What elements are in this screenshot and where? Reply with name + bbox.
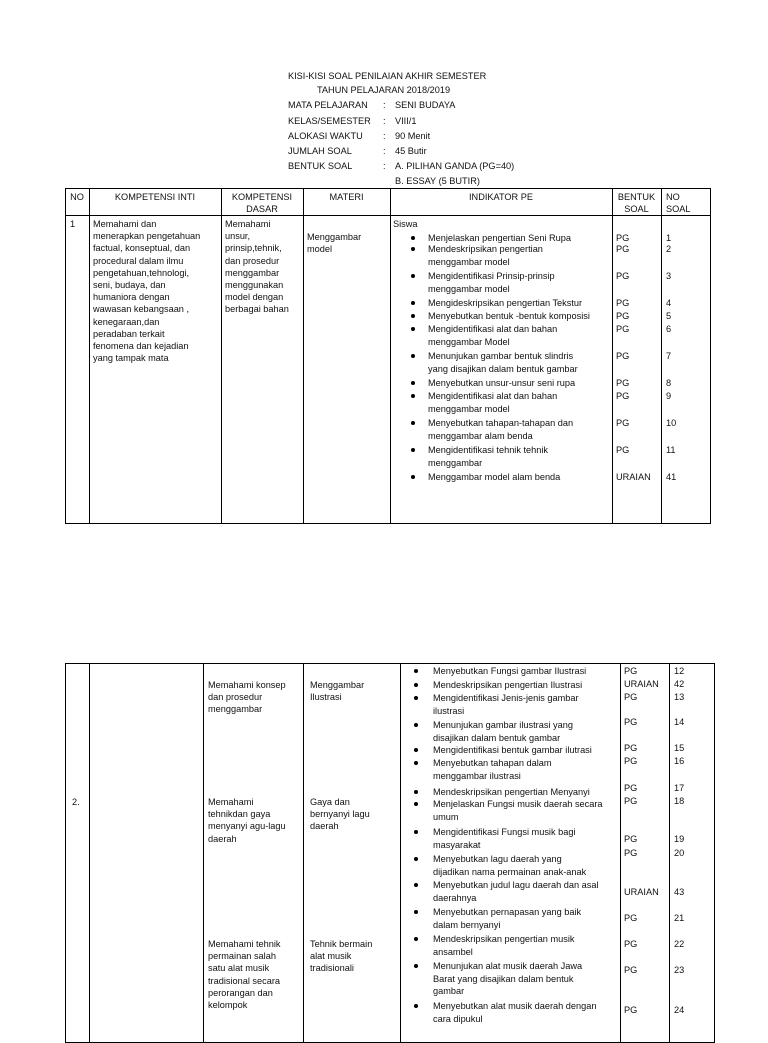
kompetensi-dasar-line: satu alat musik bbox=[208, 963, 270, 974]
bentuk-soal-value: PG bbox=[616, 271, 630, 281]
indikator-item: dalam bernyanyi bbox=[433, 919, 501, 930]
bentuk-soal-value: PG bbox=[624, 743, 638, 753]
info-value: 45 Butir bbox=[395, 146, 427, 156]
bentuk-soal-value: PG bbox=[624, 717, 638, 727]
indikator-item: Mendeskripsikan pengertian Ilustrasi bbox=[433, 680, 583, 690]
header-kompetensi-dasar: KOMPETENSI bbox=[231, 192, 293, 202]
no-soal-value: 21 bbox=[674, 913, 685, 923]
no-soal-value: 4 bbox=[666, 298, 672, 308]
no-soal-value: 15 bbox=[674, 743, 685, 753]
no-soal-value: 22 bbox=[674, 939, 685, 949]
indikator-item: Menyebutkan bentuk -bentuk komposisi bbox=[428, 311, 590, 321]
indikator-item: cara dipukul bbox=[433, 1013, 483, 1024]
no-soal-value: 24 bbox=[674, 1005, 685, 1015]
kompetensi-dasar-line: menggunakan bbox=[225, 280, 284, 290]
bullet-icon bbox=[411, 274, 415, 278]
bullet-icon bbox=[414, 857, 418, 861]
no-soal-value: 9 bbox=[666, 391, 672, 401]
bullet-icon bbox=[411, 354, 415, 358]
header-materi: MATERI bbox=[329, 192, 364, 202]
kompetensi-inti-line: wawasan kebangsaan , bbox=[93, 304, 190, 315]
bentuk-soal-value: PG bbox=[624, 666, 638, 676]
header-kompetensi-inti: KOMPETENSI INTI bbox=[114, 192, 196, 202]
header-bentuk-soal: BENTUK bbox=[617, 192, 656, 202]
bentuk-soal-value: PG bbox=[624, 783, 638, 793]
indikator-item: Menyebutkan pernapasan yang baik bbox=[433, 907, 582, 917]
indikator-item: Menyebutkan tahapan-tahapan dan bbox=[428, 418, 574, 428]
indikator-item: Menyebutkan judul lagu daerah dan asal bbox=[433, 880, 599, 890]
bentuk-soal-value: PG bbox=[624, 848, 638, 858]
header-bentuk-soal-2: SOAL bbox=[624, 204, 649, 214]
kompetensi-inti-line: peradaban terkait bbox=[93, 328, 165, 339]
column-divider bbox=[303, 188, 304, 524]
kompetensi-dasar-line: menyanyi agu-lagu bbox=[208, 821, 286, 832]
bullet-icon bbox=[414, 910, 418, 914]
bentuk-soal-value: PG bbox=[616, 351, 630, 361]
kompetensi-dasar-line: tehnikdan gaya bbox=[208, 809, 271, 820]
kompetensi-dasar-line: Memahami konsep bbox=[208, 680, 286, 690]
indikator-item: menggambar alam benda bbox=[428, 430, 533, 441]
materi-line: tradisionali bbox=[310, 963, 354, 974]
kompetensi-dasar-line: permainan salah bbox=[208, 951, 276, 962]
indikator-item: Menyebutkan lagu daerah yang bbox=[433, 854, 562, 864]
indikator-item: Mengidentifikasi bentuk gambar ilutrasi bbox=[433, 745, 592, 755]
bentuk-soal-value: PG bbox=[624, 913, 638, 923]
indikator-item: Menunjukan gambar bentuk slindris bbox=[428, 351, 574, 361]
bentuk-soal-value: PG bbox=[616, 418, 630, 428]
kompetensi-dasar-line: Memahami tehnik bbox=[208, 939, 281, 949]
bentuk-soal-value: PG bbox=[616, 378, 630, 388]
indikator-item: Mengidentifikasi Jenis-jenis gambar bbox=[433, 693, 579, 703]
bullet-icon bbox=[414, 761, 418, 765]
bentuk-soal-value: PG bbox=[616, 445, 630, 455]
bentuk-soal-value: URAIAN bbox=[624, 887, 659, 897]
kompetensi-inti-line: factual, konseptual, dan bbox=[93, 243, 191, 254]
bullet-icon bbox=[414, 748, 418, 752]
bentuk-soal-value: URAIAN bbox=[624, 679, 659, 689]
indikator-item: Mendeskripsikan pengertian bbox=[428, 244, 543, 254]
info-label: MATA PELAJARAN bbox=[288, 100, 368, 110]
no-soal-value: 7 bbox=[666, 351, 672, 361]
bentuk-soal-value: PG bbox=[624, 692, 638, 702]
indikator-item: menggambar model bbox=[428, 283, 510, 294]
kompetensi-dasar-line: perorangan dan bbox=[208, 987, 273, 998]
bullet-icon bbox=[411, 314, 415, 318]
bentuk-soal-value: PG bbox=[624, 965, 638, 975]
column-divider bbox=[669, 663, 670, 1043]
indikator-item: Menyebutkan Fungsi gambar Ilustrasi bbox=[433, 666, 587, 676]
header-kompetensi-dasar-2: DASAR bbox=[246, 204, 278, 214]
indikator-item: menggambar Model bbox=[428, 336, 510, 347]
indikator-item: masyarakat bbox=[433, 839, 481, 850]
bullet-icon bbox=[414, 937, 418, 941]
no-soal-value: 42 bbox=[674, 679, 685, 689]
indikator-item: dijadikan nama permainan anak-anak bbox=[433, 866, 587, 877]
column-divider bbox=[612, 188, 613, 524]
no-soal-value: 13 bbox=[674, 692, 685, 702]
indikator-item: Menjelaskan Fungsi musik daerah secara bbox=[433, 799, 603, 809]
materi-line: Menggambar bbox=[310, 680, 365, 690]
kompetensi-dasar-line: kelompok bbox=[208, 1000, 248, 1010]
bentuk-soal-value: PG bbox=[616, 244, 630, 254]
kompetensi-dasar-line: dan prosedur bbox=[208, 692, 263, 703]
document-subtitle: TAHUN PELAJARAN 2018/2019 bbox=[317, 85, 451, 95]
info-colon: : bbox=[383, 131, 386, 141]
no-soal-value: 17 bbox=[674, 783, 685, 793]
no-soal-value: 41 bbox=[666, 472, 677, 482]
bentuk-soal-value: PG bbox=[616, 391, 630, 401]
bullet-icon bbox=[414, 1004, 418, 1008]
indikator-item: Barat yang disajikan dalam bentuk bbox=[433, 973, 574, 984]
bullet-icon bbox=[411, 381, 415, 385]
column-divider bbox=[400, 663, 401, 1043]
kompetensi-dasar-line: dan prosedur bbox=[225, 255, 280, 266]
indikator-item: disajikan dalam bentuk gambar bbox=[433, 732, 561, 743]
indikator-item: Mengidentifikasi Fungsi musik bagi bbox=[433, 827, 576, 837]
bentuk-soal-value: URAIAN bbox=[616, 472, 651, 482]
bentuk-soal-value: PG bbox=[624, 756, 638, 766]
bentuk-soal-value: PG bbox=[624, 796, 638, 806]
bentuk-soal-value: PG bbox=[624, 939, 638, 949]
indikator-item: Menunjukan alat musik daerah Jawa bbox=[433, 961, 583, 971]
bullet-icon bbox=[411, 301, 415, 305]
info-colon: : bbox=[383, 116, 386, 126]
column-divider bbox=[89, 663, 90, 1043]
no-soal-value: 10 bbox=[666, 418, 677, 428]
bullet-icon bbox=[411, 448, 415, 452]
kompetensi-dasar-line: model dengan bbox=[225, 292, 284, 303]
indikator-item: Mengideskripsikan pengertian Tekstur bbox=[428, 298, 583, 308]
indikator-item: menggambar ilustrasi bbox=[433, 770, 521, 781]
kompetensi-dasar-line: menggambar bbox=[225, 267, 280, 278]
kompetensi-inti-line: procedural dalam ilmu bbox=[93, 255, 184, 266]
column-divider bbox=[390, 188, 391, 524]
materi-line: daerah bbox=[310, 821, 339, 832]
no-soal-value: 18 bbox=[674, 796, 685, 806]
indikator-item: ilustrasi bbox=[433, 705, 465, 716]
bullet-icon bbox=[414, 964, 418, 968]
kompetensi-dasar-line: tradisional secara bbox=[208, 975, 281, 986]
header-no-soal: NO bbox=[666, 192, 680, 202]
indikator-item: Menyebutkan tahapan dalam bbox=[433, 758, 552, 768]
no-soal-value: 14 bbox=[674, 717, 685, 727]
materi-line: Ilustrasi bbox=[310, 692, 342, 703]
no-soal-value: 11 bbox=[666, 445, 676, 455]
column-divider bbox=[89, 188, 90, 524]
indikator-item: yang disajikan dalam bentuk gambar bbox=[428, 363, 578, 374]
header-no-soal-2: SOAL bbox=[666, 204, 691, 214]
header-indikator: INDIKATOR PE bbox=[469, 192, 533, 202]
materi-line: bernyanyi lagu bbox=[310, 809, 370, 820]
indikator-item: menggambar bbox=[428, 457, 483, 468]
column-divider bbox=[303, 663, 304, 1043]
bullet-icon bbox=[414, 669, 418, 673]
bullet-icon bbox=[411, 247, 415, 251]
bullet-icon bbox=[411, 421, 415, 425]
no-soal-value: 23 bbox=[674, 965, 685, 975]
no-soal-value: 5 bbox=[666, 311, 672, 321]
info-value: SENI BUDAYA bbox=[395, 100, 456, 110]
no-soal-value: 8 bbox=[666, 378, 672, 388]
kompetensi-inti-line: humaniora dengan bbox=[93, 292, 170, 303]
indikator-item: Mendeskripsikan pengertian musik bbox=[433, 934, 575, 944]
bullet-icon bbox=[414, 723, 418, 727]
no-soal-value: 20 bbox=[674, 848, 685, 858]
header-no: NO bbox=[70, 192, 84, 202]
kompetensi-dasar-line: unsur, bbox=[225, 231, 251, 242]
row-number: 2. bbox=[72, 797, 80, 807]
bentuk-soal-value: PG bbox=[624, 1005, 638, 1015]
bentuk-soal-value: PG bbox=[616, 324, 630, 334]
no-soal-value: 2 bbox=[666, 244, 672, 254]
bullet-icon bbox=[414, 790, 418, 794]
bentuk-soal-value: PG bbox=[616, 233, 630, 243]
indikator-item: Menunjukan gambar ilustrasi yang bbox=[433, 720, 573, 730]
bentuk-soal-value: PG bbox=[616, 298, 630, 308]
no-soal-value: 12 bbox=[674, 666, 685, 676]
indikator-item: gambar bbox=[433, 986, 465, 996]
info-value: VIII/1 bbox=[395, 116, 417, 126]
info-colon: : bbox=[383, 146, 386, 156]
column-divider bbox=[620, 663, 621, 1043]
info-colon: : bbox=[383, 100, 386, 110]
column-divider bbox=[661, 188, 662, 524]
indikator-item: Menyebutkan alat musik daerah dengan bbox=[433, 1001, 597, 1011]
bentuk-soal-value: PG bbox=[616, 311, 630, 321]
bullet-icon bbox=[414, 883, 418, 887]
table-2-border bbox=[65, 663, 715, 1043]
no-soal-value: 16 bbox=[674, 756, 685, 766]
materi-line: Menggambar bbox=[307, 232, 362, 242]
indikator-item: Mengidentifikasi Prinsip-prinsip bbox=[428, 271, 555, 281]
bullet-icon bbox=[411, 236, 415, 240]
column-divider bbox=[203, 663, 204, 1043]
indikator-item: Menggambar model alam benda bbox=[428, 472, 561, 482]
kompetensi-inti-line: pengetahuan,tehnologi, bbox=[93, 267, 190, 278]
kompetensi-inti-line: seni, budaya, dan bbox=[93, 280, 166, 290]
kompetensi-dasar-line: Memahami bbox=[225, 219, 271, 229]
kompetensi-dasar-line: prinsip,tehnik, bbox=[225, 243, 282, 254]
bentuk-soal-value: PG bbox=[624, 834, 638, 844]
bullet-icon bbox=[411, 394, 415, 398]
info-value-extra: B. ESSAY (5 BUTIR) bbox=[395, 176, 480, 186]
kompetensi-dasar-line: daerah bbox=[208, 833, 237, 844]
kompetensi-inti-line: fenomena dan kejadian bbox=[93, 341, 189, 351]
no-soal-value: 1 bbox=[666, 233, 672, 243]
row-number: 1 bbox=[70, 219, 76, 229]
materi-line: Gaya dan bbox=[310, 797, 350, 807]
kompetensi-inti-line: Memahami dan bbox=[93, 219, 157, 229]
info-value: A. PILIHAN GANDA (PG=40) bbox=[395, 161, 515, 171]
kompetensi-dasar-line: berbagai bahan bbox=[225, 304, 289, 315]
table-1-header-divider bbox=[65, 215, 711, 216]
materi-line: model bbox=[307, 244, 333, 255]
indikator-item: Menyebutkan unsur-unsur seni rupa bbox=[428, 378, 576, 388]
indikator-item: Mendeskripsikan pengertian Menyanyi bbox=[433, 787, 590, 797]
indikator-item: menggambar model bbox=[428, 256, 510, 267]
bullet-icon bbox=[414, 683, 418, 687]
kompetensi-inti-line: kenegaraan,dan bbox=[93, 316, 160, 327]
indikator-item: menggambar model bbox=[428, 403, 510, 414]
no-soal-value: 6 bbox=[666, 324, 672, 334]
document-title: KISI-KISI SOAL PENILAIAN AKHIR SEMESTER bbox=[288, 71, 487, 81]
bullet-icon bbox=[414, 696, 418, 700]
info-label: JUMLAH SOAL bbox=[288, 146, 352, 156]
column-divider bbox=[221, 188, 222, 524]
no-soal-value: 43 bbox=[674, 887, 685, 897]
info-label: KELAS/SEMESTER bbox=[288, 116, 371, 126]
indikator-item: umum bbox=[433, 811, 459, 822]
indikator-intro: Siswa bbox=[393, 219, 418, 229]
info-colon: : bbox=[383, 161, 386, 171]
kompetensi-inti-line: yang tampak mata bbox=[93, 353, 169, 364]
materi-line: alat musik bbox=[310, 951, 352, 962]
no-soal-value: 3 bbox=[666, 271, 672, 281]
materi-line: Tehnik bermain bbox=[310, 939, 373, 949]
kompetensi-dasar-line: menggambar bbox=[208, 704, 263, 715]
info-label: ALOKASI WAKTU bbox=[288, 131, 363, 141]
kompetensi-inti-line: menerapkan pengetahuan bbox=[93, 231, 201, 242]
info-label: BENTUK SOAL bbox=[288, 161, 353, 171]
bullet-icon bbox=[414, 802, 418, 806]
indikator-item: Mengidentifikasi alat dan bahan bbox=[428, 391, 558, 401]
indikator-item: Menjelaskan pengertian Seni Rupa bbox=[428, 233, 572, 243]
kompetensi-dasar-line: Memahami bbox=[208, 797, 254, 807]
indikator-item: Mengidentifikasi alat dan bahan bbox=[428, 324, 558, 334]
no-soal-value: 19 bbox=[674, 834, 685, 844]
bullet-icon bbox=[411, 327, 415, 331]
indikator-item: daerahnya bbox=[433, 892, 477, 903]
indikator-item: Mengidentifikasi tehnik tehnik bbox=[428, 445, 549, 455]
info-value: 90 Menit bbox=[395, 131, 431, 141]
bullet-icon bbox=[414, 830, 418, 834]
bullet-icon bbox=[411, 475, 415, 479]
indikator-item: ansambel bbox=[433, 946, 473, 957]
